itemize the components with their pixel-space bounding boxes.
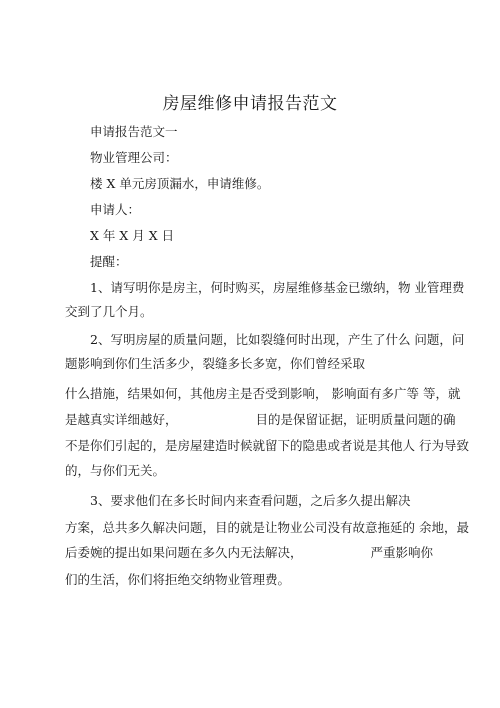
paragraph-line	[65, 412, 456, 428]
text-segment: 严重影响你	[370, 545, 434, 560]
text-segment: 目的是保留证据，证明质量问题的确	[255, 412, 456, 427]
paragraph-line: 交到了几个月。	[65, 304, 153, 319]
date-line: X 年 X 月 X 日	[90, 228, 175, 243]
subtitle-line: 申请报告范文一	[90, 124, 178, 139]
paragraph-line: 3、要求他们在多长时间内来查看问题，之后多久提出解决	[90, 493, 411, 508]
reminder-heading: 提醒：	[90, 254, 128, 269]
paragraph-line: 们的生活，你们将拒绝交纳物业管理费。	[65, 572, 291, 587]
text-segment: 是越真实详细越好，	[65, 412, 178, 427]
text-segment: 后委婉的提出如果问题在多久内无法解决，	[65, 545, 303, 560]
request-line: 楼 X 单元房顶漏水，申请维修。	[90, 176, 270, 191]
applicant-line: 申请人：	[90, 202, 141, 217]
paragraph-line: 2、写明房屋的质量问题，比如裂缝何时出现，产生了什么 问题，问	[90, 332, 465, 347]
paragraph-line: 方案，总共多久解决问题，目的就是让物业公司没有故意拖延的 余地，最	[65, 520, 469, 535]
document-title: 房屋维修申请报告范文	[162, 94, 338, 114]
paragraph-line	[65, 545, 445, 561]
paragraph-line: 1、请写明你是房主，何时购买，房屋维修基金已缴纳，物 业管理费	[90, 280, 465, 295]
paragraph-line: 的，与你们无关。	[65, 463, 166, 478]
addressee-line: 物业管理公司：	[90, 150, 178, 165]
paragraph-line: 不是你们引起的，是房屋建造时候就留下的隐患或者说是其他人 行为导致	[65, 438, 469, 453]
paragraph-line: 题影响到你们生活多少，裂缝多长多宽，你们曾经采取	[65, 356, 366, 371]
paragraph-line: 什么措施，结果如何，其他房主是否受到影响， 影响面有多广等 等，就	[65, 386, 461, 401]
